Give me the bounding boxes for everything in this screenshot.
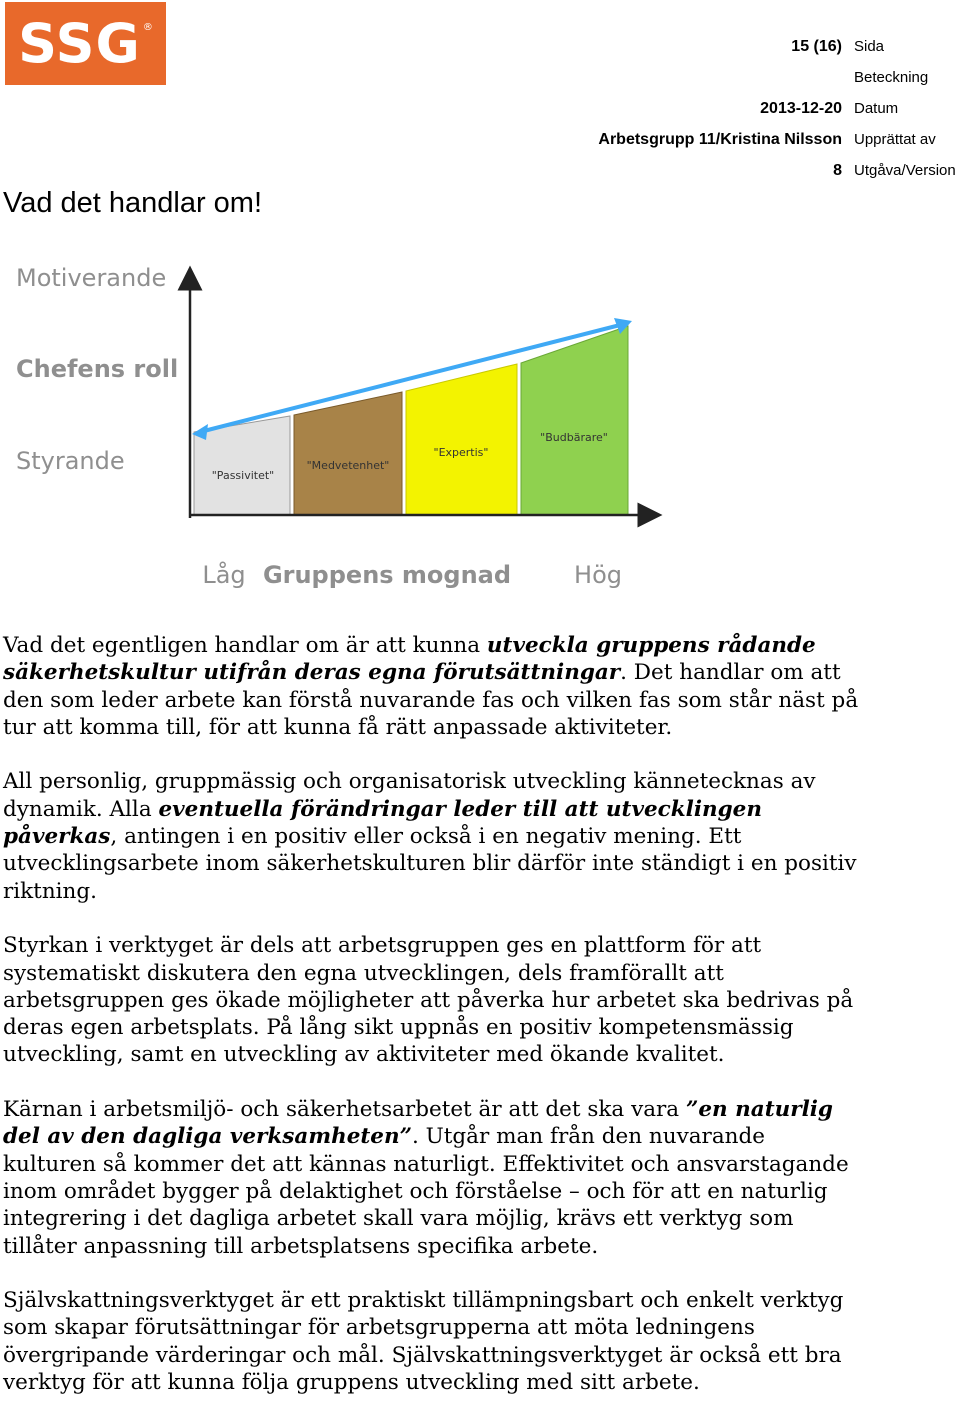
paragraph-3: Styrkan i verktyget är dels att arbetsgruppen ges en plattform för att systematiskt diskutera den egna utvecklingen, dels framförallt att arbetsgruppen ges ökade möjligheter att påverka hur arbetet ska bedrivas på deras egen arbetsplats. På lång sikt uppnås en positiv kompetensmässig utveckling, samt en utveckling av aktiviteter med ökande kvalitet. bbox=[3, 933, 854, 1068]
page-title: Vad det handlar om! bbox=[3, 187, 263, 219]
x-label-hog: Hög bbox=[574, 561, 622, 589]
body-text bbox=[3, 632, 863, 1424]
author-label: Upprättat av bbox=[854, 131, 936, 148]
phase-block-budbarare bbox=[521, 326, 628, 515]
p1-text-c: . Det handlar om att den som leder arbete kan förstå nuvarande fas och vilken fas som står näst på tur att komma till, för att kunna få rätt anpassade aktiviteter. bbox=[3, 660, 859, 740]
page-label: Sida bbox=[854, 38, 885, 55]
p1-emphasis: utveckla gruppens rådande säkerhetskultur utifrån deras egna förutsättningar bbox=[3, 633, 816, 686]
p4-text-a: Kärnan i arbetsmiljö- och säkerhetsarbetet är att det ska vara bbox=[3, 1097, 686, 1123]
p2-emphasis: eventuella förändringar leder till att utvecklingen påverkas bbox=[3, 796, 762, 850]
p4-text-c: . Utgår man från den nuvarande kulturen så kommer det att kännas naturligt. Effektivitet och ansvarstagande inom området bygger på delaktighet och förståelse – och för att en naturlig integrering i det dagliga arbetet skall vara möjlig, krävs ett verktyg som tillåter anpassning till arbetsplatsens specifika arbete. bbox=[3, 1124, 849, 1259]
y-label-motiverande: Motiverande bbox=[16, 264, 167, 292]
p1-text-a: Vad det egentligen handlar om är att kunna bbox=[3, 633, 487, 658]
date-value: 2013-12-20 bbox=[760, 100, 842, 117]
designation-label: Beteckning bbox=[854, 69, 929, 86]
x-label-lag: Låg bbox=[202, 561, 246, 589]
paragraph-1 bbox=[3, 632, 863, 741]
paragraph-5: Självskattningsverktyget är ett praktiskt tillämpningsbart och enkelt verktyg som skapar förutsättningar för arbetsgrupperna att möta ledningens övergripande värderingar och mål. Självskattningsverktyget är också ett bra verktyg för att kunna följa gruppens utveckling med sitt arbete. bbox=[3, 1288, 844, 1396]
logo-text: SSG bbox=[18, 11, 141, 75]
maturity-figure bbox=[0, 250, 700, 600]
phase-label-expertis: "Expertis" bbox=[433, 446, 489, 459]
p2-text-c: , antingen i en positiv eller också i en negativ mening. Ett utvecklingsarbete inom säkerhetskulturen blir därför inte ständigt i en positiv riktning. bbox=[3, 824, 857, 904]
phase-label-budbarare: "Budbärare" bbox=[540, 431, 608, 444]
x-label-gruppens-mognad: Gruppens mognad bbox=[262, 561, 512, 589]
phase-label-passivitet: "Passivitet" bbox=[211, 469, 275, 482]
y-label-chefens-roll: Chefens roll bbox=[16, 355, 179, 383]
ssg-logo bbox=[5, 2, 166, 85]
phase-block-medvetenhet bbox=[294, 392, 402, 515]
p4-emphasis: ”en naturlig del av den dagliga verksamheten” bbox=[3, 1097, 833, 1150]
phase-block-expertis bbox=[406, 364, 517, 515]
version-value: 8 bbox=[833, 162, 842, 179]
version-label: Utgåva/Version bbox=[854, 162, 956, 179]
y-label-styrande: Styrande bbox=[16, 447, 125, 475]
p2-text-a: All personlig, gruppmässig och organisatorisk utveckling kännetecknas av dynamik. Alla bbox=[3, 769, 816, 822]
page-number: 15 (16) bbox=[791, 38, 842, 55]
paragraph-2 bbox=[3, 768, 863, 904]
author-value: Arbetsgrupp 11/Kristina Nilsson bbox=[598, 131, 842, 148]
registered-mark: ® bbox=[142, 22, 153, 33]
paragraph-4 bbox=[3, 1096, 863, 1260]
phase-label-medvetenhet: "Medvetenhet" bbox=[306, 459, 390, 472]
date-label: Datum bbox=[854, 100, 899, 117]
